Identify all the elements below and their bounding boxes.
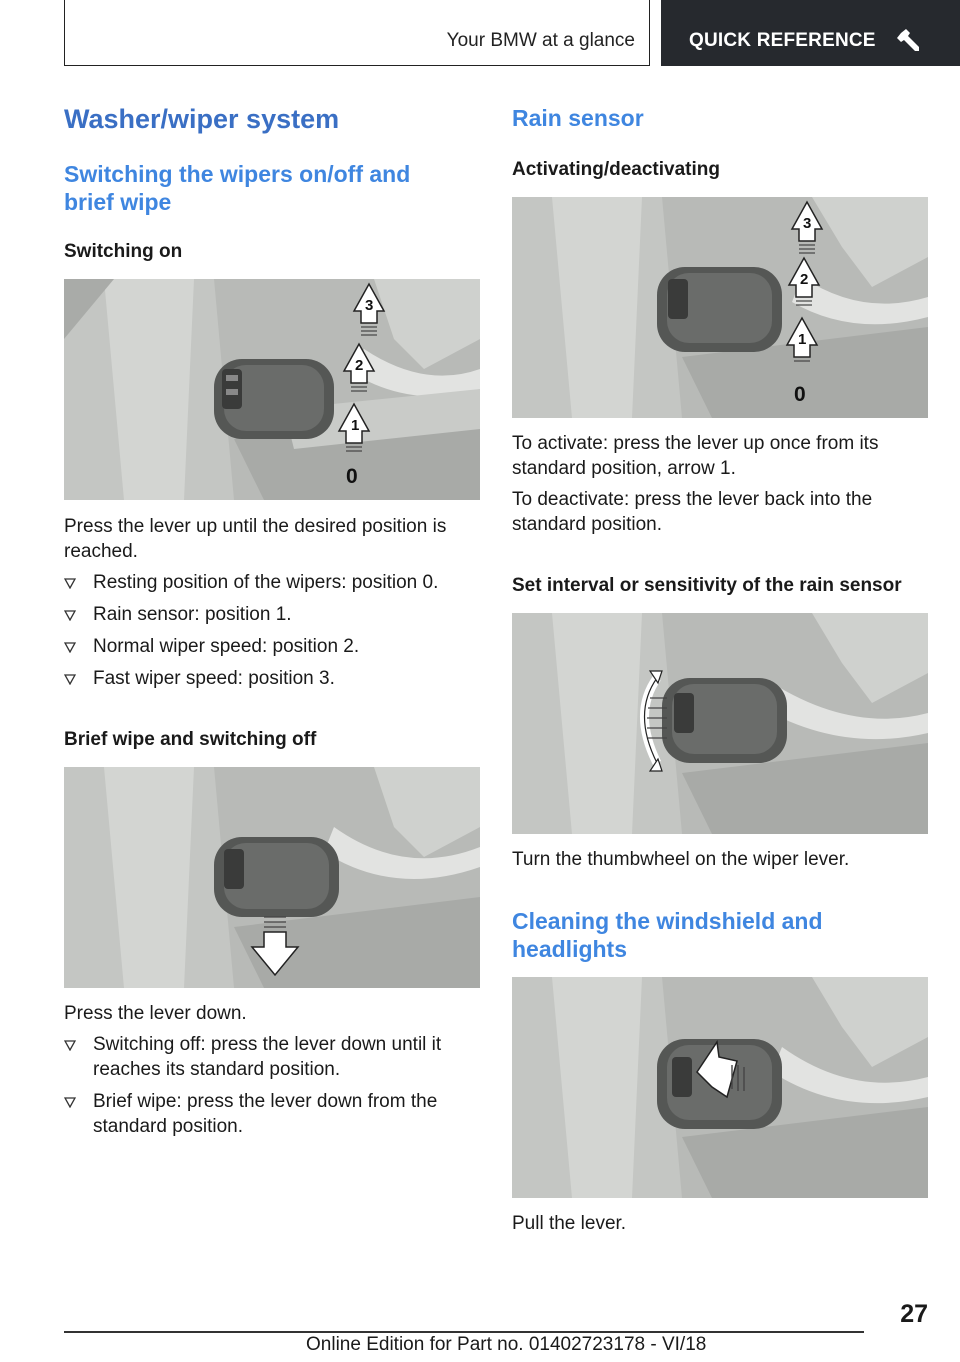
activate-text: To activate: press the lever up once from its standard position, arrow 1. [512, 433, 879, 479]
pull-lever-text: Pull the lever. [512, 1213, 627, 1234]
triangle-bullet-icon [64, 578, 76, 589]
brief-wipe-text: Press the lever down. [64, 1003, 247, 1024]
section-heading-switching: Switching the wipers on/off and brief wipe [64, 161, 411, 215]
bullet-text: Switching off: press the lever down until it reaches its standard position. [93, 1034, 442, 1080]
list-item [64, 1032, 474, 1082]
bullet-text: Fast wiper speed: position 3. [93, 668, 335, 689]
list-item [64, 570, 474, 595]
figure-thumbwheel [512, 613, 928, 834]
heading-brief-wipe: Brief wipe and switching off [64, 729, 317, 750]
page-number: 27 [900, 1300, 928, 1328]
thumbwheel-text: Turn the thumbwheel on the wiper lever. [512, 849, 850, 870]
heading-switching-on: Switching on [64, 241, 183, 262]
triangle-bullet-icon [64, 674, 76, 685]
triangle-bullet-icon [64, 610, 76, 621]
header-section-title: Your BMW at a glance [446, 30, 635, 51]
fig1-label-0: 0 [346, 465, 358, 488]
triangle-bullet-icon [64, 642, 76, 653]
list-item [64, 602, 474, 627]
page-title: Washer/wiper system [64, 104, 340, 134]
list-item [64, 634, 474, 659]
deactivate-text: To deactivate: press the lever back into the standard position. [512, 489, 873, 535]
heading-activating: Activating/deactivating [512, 159, 720, 180]
header-tab-label: QUICK REFERENCE [689, 30, 876, 51]
fig1-label-3: 3 [365, 297, 374, 314]
section-heading-cleaning: Cleaning the windshield and headlights [512, 908, 823, 962]
fig1-label-2: 2 [355, 357, 364, 374]
footer-edition: Online Edition for Part no. 01402723178 - VI/18 [306, 1334, 707, 1355]
figure-switching-on [64, 279, 480, 500]
bullet-text: Resting position of the wipers: position 0. [93, 572, 439, 593]
fig1-label-1: 1 [351, 417, 360, 434]
fig3-label-2: 2 [800, 271, 809, 288]
heading-interval: Set interval or sensitivity of the rain sensor [512, 575, 902, 596]
header-tab[interactable] [661, 0, 960, 66]
wrench-icon [897, 28, 923, 54]
triangle-bullet-icon [64, 1097, 76, 1108]
footer-divider [64, 1331, 864, 1333]
figure-rain-sensor-activating [512, 197, 928, 418]
list-item [64, 666, 474, 691]
header-section-box [64, 0, 650, 66]
figure-brief-wipe [64, 767, 480, 988]
switching-on-text: Press the lever up until the desired position is reached. [64, 516, 447, 562]
bullet-text: Normal wiper speed: position 2. [93, 636, 360, 657]
list-item [64, 1089, 474, 1139]
section-heading-rain-sensor: Rain sensor [512, 105, 644, 131]
figure-pull-lever [512, 977, 928, 1198]
bullet-text: Rain sensor: position 1. [93, 604, 292, 625]
fig3-label-3: 3 [803, 215, 812, 232]
fig3-label-1: 1 [798, 331, 807, 348]
triangle-bullet-icon [64, 1040, 76, 1051]
bullet-text: Brief wipe: press the lever down from the standard position. [93, 1091, 438, 1137]
fig3-label-0: 0 [794, 383, 806, 406]
